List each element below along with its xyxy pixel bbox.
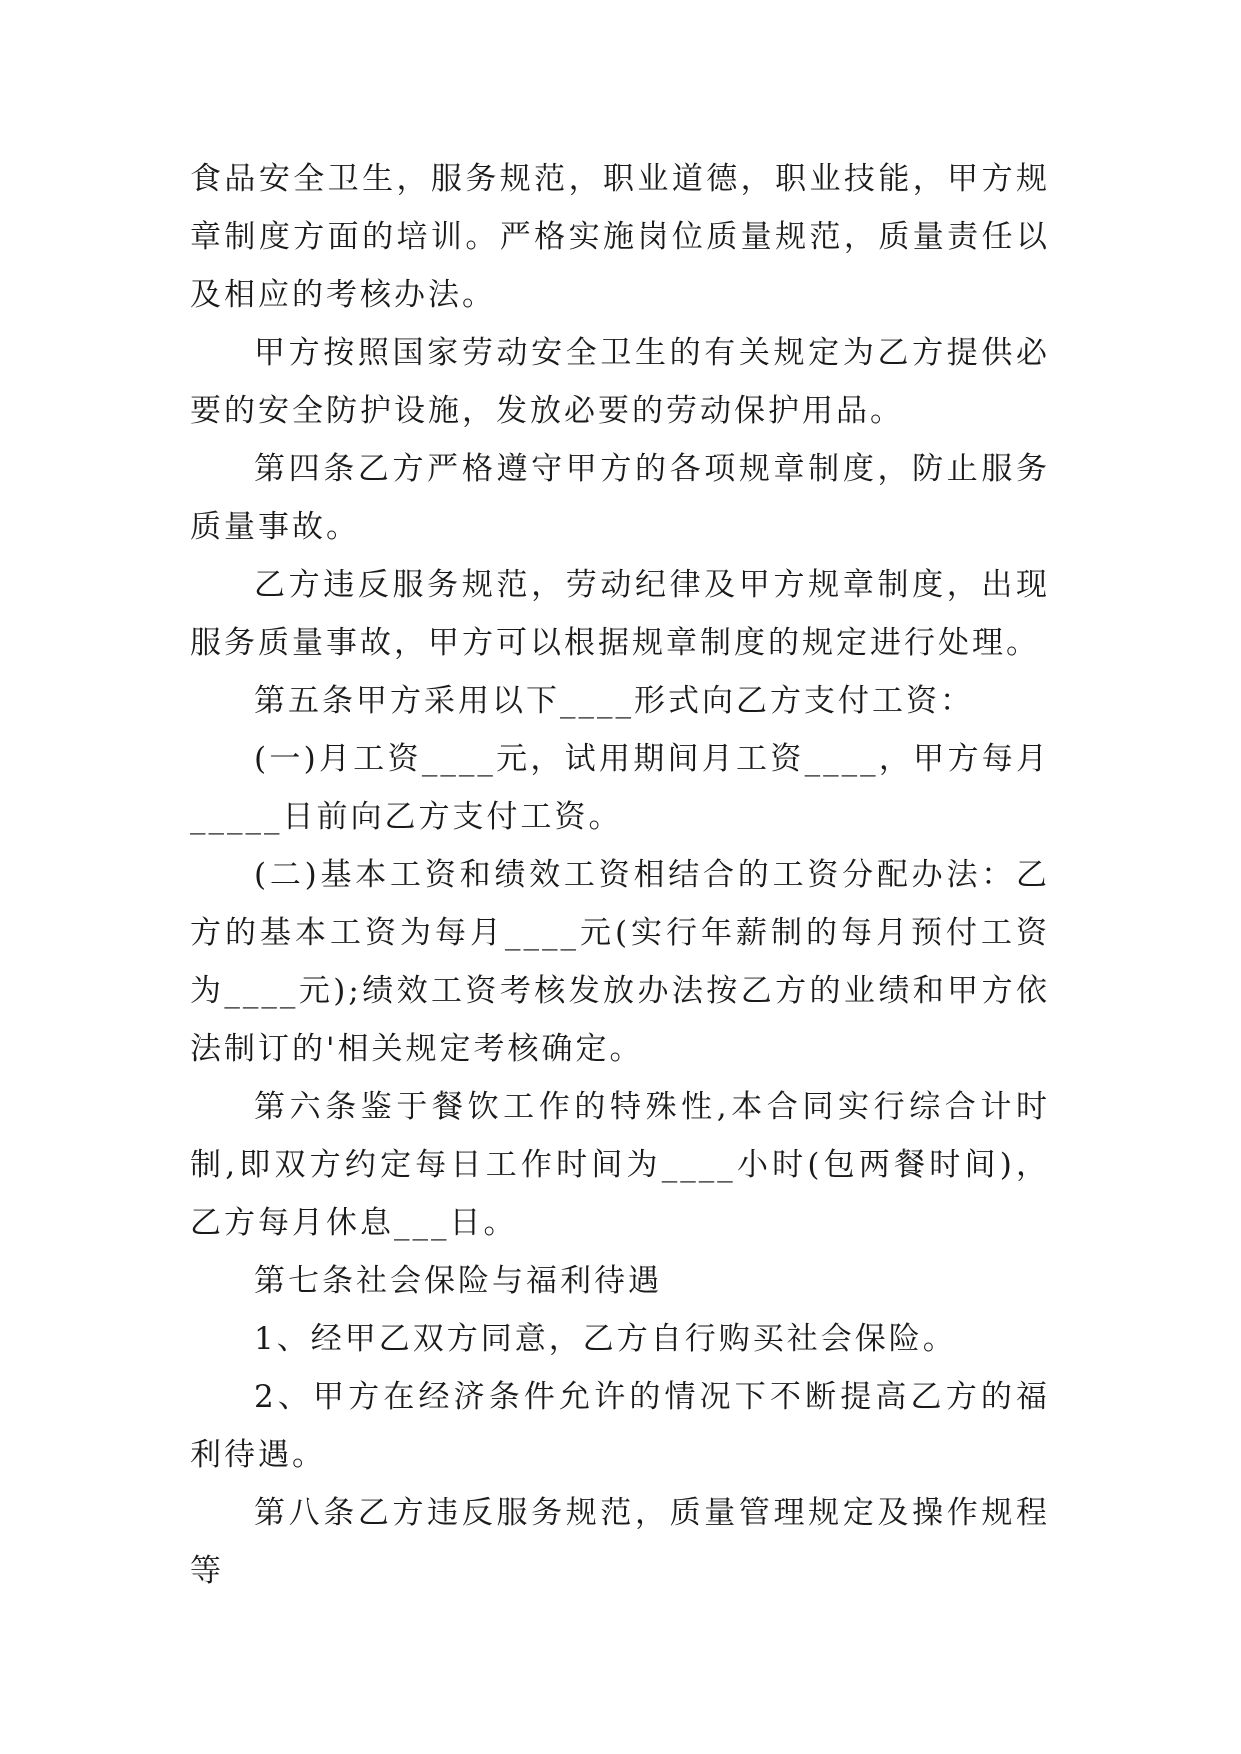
paragraph-monthly-wage: (一)月工资____元，试用期间月工资____，甲方每月_____日前向乙方支付工资。 xyxy=(190,741,1050,835)
paragraph-training: 食品安全卫生，服务规范，职业道德，职业技能，甲方规章制度方面的培训。严格实施岗位质量规范，质量责任以及相应的考核办法。 xyxy=(190,161,1050,313)
paragraph-article-8: 第八条乙方违反服务规范，质量管理规定及操作规程等 xyxy=(190,1495,1050,1589)
paragraph-violation-handling: 乙方违反服务规范，劳动纪律及甲方规章制度，出现服务质量事故，甲方可以根据规章制度的规定进行处理。 xyxy=(190,567,1050,661)
paragraph-article-7: 第七条社会保险与福利待遇 xyxy=(254,1263,662,1299)
paragraph-insurance-item-1: 1、经甲乙双方同意，乙方自行购买社会保险。 xyxy=(254,1321,957,1357)
paragraph-insurance-item-2: 2、甲方在经济条件允许的情况下不断提高乙方的福利待遇。 xyxy=(190,1379,1050,1473)
paragraph-article-6: 第六条鉴于餐饮工作的特殊性,本合同实行综合计时制,即双方约定每日工作时间为____小时(包两餐时间)，乙方每月休息___日。 xyxy=(190,1089,1050,1241)
document-body xyxy=(190,150,1050,1600)
paragraph-article-4: 第四条乙方严格遵守甲方的各项规章制度，防止服务质量事故。 xyxy=(190,451,1050,545)
paragraph-base-performance-wage: (二)基本工资和绩效工资相结合的工资分配办法：乙方的基本工资为每月____元(实行年薪制的每月预付工资为____元);绩效工资考核发放办法按乙方的业绩和甲方依法制订的'相关规定考核确定。 xyxy=(190,857,1050,1067)
paragraph-article-5: 第五条甲方采用以下____形式向乙方支付工资： xyxy=(254,683,974,719)
paragraph-safety-facilities: 甲方按照国家劳动安全卫生的有关规定为乙方提供必要的安全防护设施，发放必要的劳动保护用品。 xyxy=(190,335,1050,429)
